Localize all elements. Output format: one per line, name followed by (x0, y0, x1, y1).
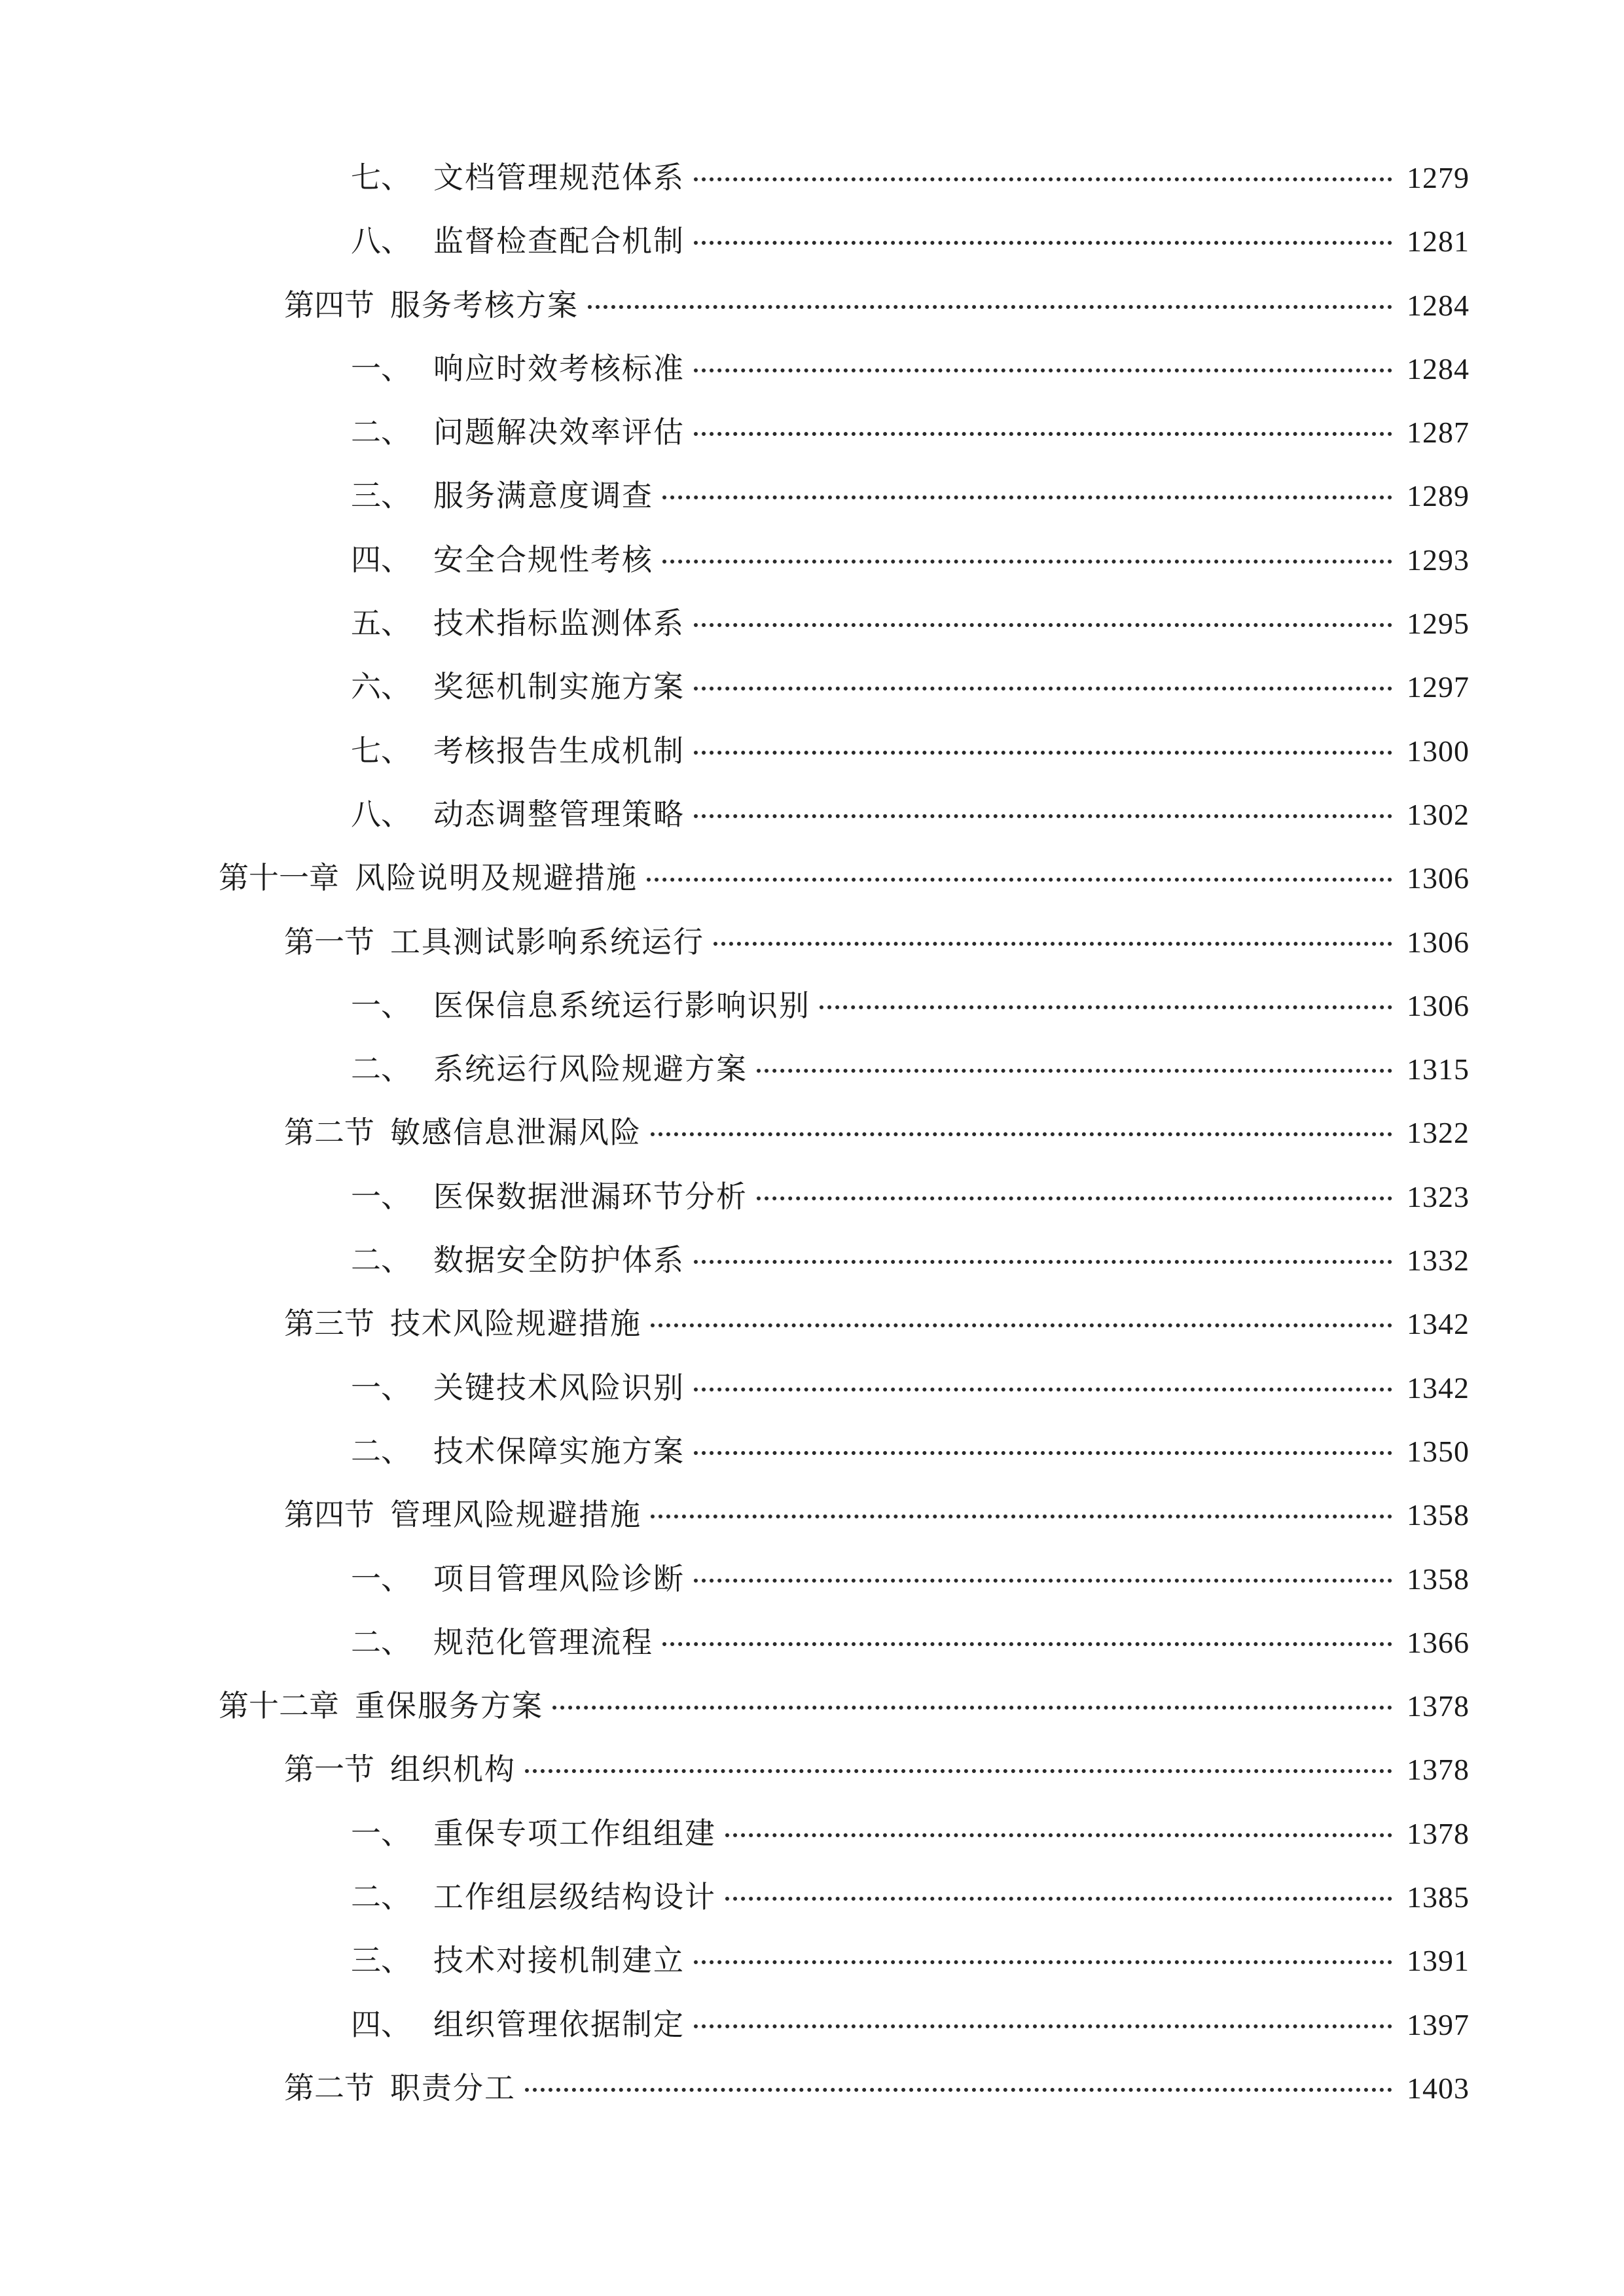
dot-leader (694, 1260, 1392, 1264)
toc-entry-number: 第三节 (284, 1306, 374, 1342)
toc-entry-page: 1366 (1407, 1625, 1470, 1659)
toc-entry-page: 1322 (1407, 1116, 1470, 1150)
toc-entry-number: 一、 (351, 987, 411, 1023)
toc-entry[interactable] (0, 1165, 1624, 1229)
toc-entry[interactable] (0, 592, 1624, 655)
dot-leader (757, 1196, 1392, 1200)
toc-entry-page: 1281 (1407, 224, 1470, 259)
dot-leader (662, 495, 1392, 499)
toc-entry[interactable] (0, 337, 1624, 401)
toc-entry-title: 动态调整管理策略 (433, 796, 685, 832)
toc-entry-number: 一、 (351, 1560, 411, 1596)
toc-entry-page: 1289 (1407, 479, 1470, 513)
dot-leader (694, 623, 1392, 627)
dot-leader (694, 751, 1392, 755)
dot-leader (694, 432, 1392, 436)
dot-leader (694, 1960, 1392, 1964)
toc-entry-page: 1391 (1407, 1944, 1470, 1978)
toc-entry[interactable] (0, 1483, 1624, 1547)
toc-entry-page: 1293 (1407, 543, 1470, 577)
toc-entry-page: 1378 (1407, 1816, 1470, 1850)
dot-leader (662, 560, 1392, 564)
toc-entry-page: 1295 (1407, 607, 1470, 641)
toc-entry[interactable] (0, 1929, 1624, 1992)
toc-entry-page: 1358 (1407, 1562, 1470, 1596)
toc-entry-page: 1358 (1407, 1498, 1470, 1532)
toc-entry-number: 四、 (351, 541, 411, 577)
dot-leader (662, 1642, 1392, 1646)
toc-entry[interactable] (0, 1101, 1624, 1164)
toc-entry-number: 三、 (351, 1943, 411, 1979)
toc-entry-page: 1378 (1407, 1753, 1470, 1787)
dot-leader (694, 1579, 1392, 1583)
toc-entry-title: 问题解决效率评估 (433, 414, 685, 450)
toc-entry-title: 安全合规性考核 (433, 541, 653, 577)
toc-entry[interactable] (0, 655, 1624, 719)
dot-leader (694, 368, 1392, 372)
dot-leader (725, 1833, 1392, 1837)
toc-entry-title: 考核报告生成机制 (433, 732, 685, 768)
dot-leader (651, 1515, 1392, 1518)
toc-entry-title: 数据安全防护体系 (433, 1242, 685, 1278)
toc-entry-title: 敏感信息泄漏风险 (390, 1115, 641, 1151)
table-of-contents (0, 146, 1624, 2120)
toc-entry-page: 1306 (1407, 861, 1470, 895)
dot-leader (713, 942, 1392, 946)
toc-entry[interactable] (0, 974, 1624, 1037)
toc-entry-page: 1297 (1407, 670, 1470, 704)
toc-entry-title: 组织管理依据制定 (433, 2006, 685, 2042)
toc-entry-page: 1315 (1407, 1052, 1470, 1086)
toc-entry-number: 二、 (351, 414, 411, 450)
dot-leader (694, 1451, 1392, 1455)
toc-entry[interactable] (0, 274, 1624, 337)
toc-entry-page: 1302 (1407, 797, 1470, 831)
toc-entry[interactable] (0, 209, 1624, 273)
toc-entry[interactable] (0, 1802, 1624, 1865)
toc-entry[interactable] (0, 1611, 1624, 1674)
toc-entry-title: 工作组层级结构设计 (433, 1879, 716, 1915)
toc-entry[interactable] (0, 1037, 1624, 1101)
toc-entry-number: 二、 (351, 1433, 411, 1469)
dot-leader (651, 1323, 1392, 1327)
toc-entry-page: 1279 (1407, 161, 1470, 194)
toc-entry-title: 技术指标监测体系 (433, 605, 685, 641)
toc-entry-title: 医保信息系统运行影响识别 (433, 987, 810, 1023)
toc-entry[interactable] (0, 464, 1624, 528)
toc-entry-title: 服务满意度调查 (433, 478, 653, 514)
toc-entry-number: 八、 (351, 223, 411, 259)
toc-entry-number: 一、 (351, 350, 411, 386)
toc-entry-title: 关键技术风险识别 (433, 1369, 685, 1405)
toc-entry-page: 1323 (1407, 1179, 1470, 1213)
toc-entry-page: 1306 (1407, 988, 1470, 1022)
toc-entry-page: 1350 (1407, 1434, 1470, 1468)
toc-entry-title: 技术对接机制建立 (433, 1943, 685, 1979)
toc-entry-number: 第二节 (284, 2070, 374, 2106)
toc-entry[interactable] (0, 1993, 1624, 2056)
toc-entry[interactable] (0, 1547, 1624, 1611)
toc-entry-number: 第二节 (284, 1115, 374, 1151)
toc-entry[interactable] (0, 1292, 1624, 1355)
toc-entry-number: 二、 (351, 1242, 411, 1278)
toc-entry-page: 1403 (1407, 2071, 1470, 2105)
toc-entry-page: 1385 (1407, 1880, 1470, 1914)
toc-entry-title: 文档管理规范体系 (433, 160, 685, 195)
toc-entry-number: 二、 (351, 1879, 411, 1915)
toc-entry[interactable] (0, 910, 1624, 974)
toc-entry-title: 风险说明及规避措施 (355, 860, 638, 896)
toc-entry-number: 七、 (351, 160, 411, 195)
toc-entry[interactable] (0, 401, 1624, 464)
toc-entry-number: 第一节 (284, 924, 374, 960)
toc-entry-number: 一、 (351, 1178, 411, 1214)
toc-entry-page: 1342 (1407, 1307, 1470, 1341)
dot-leader (725, 1897, 1392, 1901)
toc-entry-title: 服务考核方案 (390, 287, 579, 323)
toc-entry[interactable] (0, 1738, 1624, 1801)
toc-entry-number: 第四节 (284, 1497, 374, 1533)
toc-entry-title: 响应时效考核标准 (433, 350, 685, 386)
toc-entry[interactable] (0, 1356, 1624, 1420)
toc-entry-number: 二、 (351, 1051, 411, 1087)
toc-entry-title: 医保数据泄漏环节分析 (433, 1178, 748, 1214)
dot-leader (651, 1132, 1392, 1136)
toc-entry[interactable] (0, 1420, 1624, 1483)
toc-entry[interactable] (0, 846, 1624, 910)
dot-leader (694, 2024, 1392, 2028)
toc-entry-number: 第一节 (284, 1751, 374, 1787)
toc-entry-page: 1378 (1407, 1689, 1470, 1723)
dot-leader (525, 2088, 1392, 2092)
toc-entry-title: 奖惩机制实施方案 (433, 669, 685, 705)
dot-leader (820, 1005, 1392, 1009)
toc-entry-title: 系统运行风险规避方案 (433, 1051, 748, 1087)
toc-entry-page: 1306 (1407, 925, 1470, 959)
toc-entry[interactable] (0, 719, 1624, 783)
toc-entry[interactable] (0, 1865, 1624, 1929)
toc-entry-number: 一、 (351, 1369, 411, 1405)
dot-leader (552, 1706, 1392, 1710)
toc-entry[interactable] (0, 146, 1624, 209)
dot-leader (694, 1388, 1392, 1391)
toc-entry-number: 七、 (351, 732, 411, 768)
toc-entry-title: 工具测试影响系统运行 (390, 924, 704, 960)
toc-entry-number: 三、 (351, 478, 411, 514)
toc-entry-number: 二、 (351, 1624, 411, 1660)
toc-entry-page: 1342 (1407, 1371, 1470, 1405)
toc-entry-number: 六、 (351, 669, 411, 705)
toc-entry-title: 职责分工 (390, 2070, 516, 2106)
toc-entry-number: 一、 (351, 1815, 411, 1851)
toc-entry-title: 技术风险规避措施 (390, 1306, 641, 1342)
dot-leader (694, 814, 1392, 818)
toc-entry-number: 第十一章 (219, 860, 339, 896)
toc-entry-page: 1332 (1407, 1244, 1470, 1278)
toc-entry-page: 1397 (1407, 2007, 1470, 2041)
toc-entry-number: 五、 (351, 605, 411, 641)
toc-entry-title: 监督检查配合机制 (433, 223, 685, 259)
toc-entry[interactable] (0, 1229, 1624, 1292)
toc-entry-title: 重保专项工作组组建 (433, 1815, 716, 1851)
toc-entry-number: 四、 (351, 2006, 411, 2042)
toc-entry[interactable] (0, 2056, 1624, 2120)
toc-entry-number: 第四节 (284, 287, 374, 323)
toc-entry-page: 1284 (1407, 288, 1470, 322)
toc-entry-number: 八、 (351, 796, 411, 832)
toc-entry-title: 规范化管理流程 (433, 1624, 653, 1660)
dot-leader (694, 241, 1392, 245)
dot-leader (694, 687, 1392, 691)
toc-entry-title: 重保服务方案 (355, 1688, 543, 1724)
toc-entry-number: 第十二章 (219, 1688, 339, 1724)
toc-entry[interactable] (0, 783, 1624, 846)
dot-leader (757, 1069, 1392, 1073)
toc-entry-page: 1287 (1407, 416, 1470, 450)
dot-leader (694, 177, 1392, 181)
toc-entry-page: 1300 (1407, 734, 1470, 768)
toc-entry[interactable] (0, 528, 1624, 592)
toc-entry-title: 管理风险规避措施 (390, 1497, 641, 1533)
toc-entry-title: 项目管理风险诊断 (433, 1560, 685, 1596)
toc-entry-title: 组织机构 (390, 1751, 516, 1787)
toc-entry[interactable] (0, 1674, 1624, 1738)
toc-entry-title: 技术保障实施方案 (433, 1433, 685, 1469)
toc-entry-page: 1284 (1407, 351, 1470, 386)
dot-leader (525, 1769, 1392, 1773)
dot-leader (647, 878, 1392, 882)
dot-leader (588, 305, 1392, 309)
